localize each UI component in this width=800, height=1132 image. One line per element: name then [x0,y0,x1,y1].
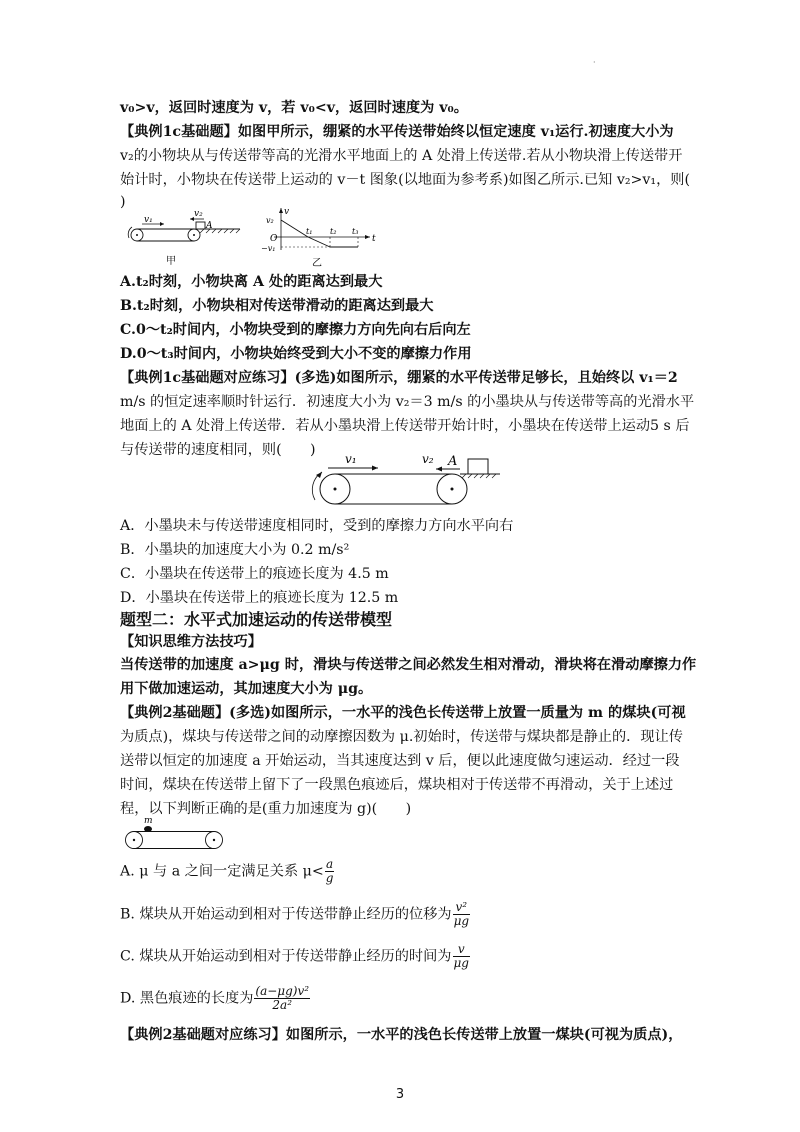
label-v1: v₁ [144,215,153,225]
tick-label-t2: t₂ [330,227,337,236]
fraction: $\frac{a}{g}$ [325,857,334,885]
ex1c-stem-line: 【典例1c基础题】如图甲所示，绷紧的水平传送带始终以恒定速度 v₁运行.初速度大小为 [120,124,674,140]
ex2-stem-line: 送带以恒定的加速度 a 开始运动，当其速度达到 v 后，便以此速度做匀速运动．经过一段 [120,753,680,769]
figure-label-jia: 甲 [166,256,176,267]
origin-label: O [270,234,278,244]
fraction: $\frac{v}{\mu g}$ [453,942,469,970]
figure-label-yi: 乙 [312,258,322,269]
ex1c-practice-option-c: C．小墨块在传送带上的痕迹长度为 4.5 m [120,566,389,582]
axis-label-v2: v₂ [266,216,274,225]
fraction: $\frac{\text{v²}}{\mu g}$ [453,900,470,928]
corner-mark: · [593,58,596,67]
ex2-option-d: D. 黑色痕迹的长度为 $\frac{\text{(a−μg)v²}}{\text{2a²}}$ [120,984,310,1012]
label-a: A [448,454,458,469]
intro-line: v₀>v，返回时速度为 v，若 v₀<v，返回时速度为 v₀。 [120,100,468,116]
tips-line: 用下做加速运动，其加速度大小为 μg。 [120,681,373,697]
axis-label-neg-v1: −v₁ [261,244,276,253]
figure-yi-vt-graph [260,204,380,270]
ex2-option-b: B. 煤块从开始运动到相对于传送带静止经历的位移为 $\frac{\text{v²}}{\mu g}$ [120,900,470,928]
ex2-stem-line: 时间，煤块在传送带上留下了一段黑色痕迹后，煤块相对于传送带不再滑动，关于上述过 [120,777,674,793]
ex1c-stem-line: ) [120,194,126,210]
ex1c-practice-option-d: D．小墨块在传送带上的痕迹长度为 12.5 m [120,590,399,606]
tips-title: 【知识思维方法技巧】 [120,634,262,650]
ex1c-practice-stem: 与传送带的速度相同，则( ) [120,442,316,458]
label-v2: v₂ [422,452,434,466]
figure-jia-conveyor [120,206,250,268]
ex1c-practice-stem: 【典例1c基础题对应练习】(多选)如图所示，绷紧的水平传送带足够长，且始终以 v₁＝2 [120,370,678,386]
ex1c-stem-line: v₂的小物块从与传送带等高的光滑水平地面上的 A 处滑上传送带.若从小物块滑上传送带开 [120,148,683,164]
tick-label-t3: t₃ [352,227,359,236]
label-v2: v₂ [194,209,203,219]
tick-label-t1: t₁ [306,227,313,236]
ex1c-stem-line: 始计时，小物块在传送带上运动的 v－t 图象(以地面为参考系)如图乙所示.已知 v₂>v₁，则( [120,172,691,188]
figure-practice-conveyor [300,448,500,512]
ex1c-practice-stem: 地面上的 A 处滑上传送带．若从小墨块滑上传送带开始计时，小墨块在传送带上运动5 s 后 [120,418,690,434]
ex1c-option-d: D.0～t₃时间内，小物块始终受到大小不变的摩擦力作用 [120,346,472,362]
label-m: m [144,816,153,826]
ex2-stem-line: 【典例2基础题】(多选)如图所示，一水平的浅色长传送带上放置一质量为 m 的煤块(可视 [120,705,686,721]
section-title: 题型二：水平式加速运动的传送带模型 [120,610,393,629]
page-number: 3 [395,1087,405,1102]
ex2-practice-stem: 【典例2基础题对应练习】如图所示，一水平的浅色长传送带上放置一煤块(可视为质点)， [120,1027,683,1043]
ex1c-option-c: C.0～t₂时间内，小物块受到的摩擦力方向先向右后向左 [120,322,471,338]
ex2-stem-line: 程，以下判断正确的是(重力加速度为 g)( ) [120,801,412,817]
ex1c-option-a: A.t₂时刻，小物块离 A 处的距离达到最大 [120,274,383,290]
ex1c-practice-option-b: B．小墨块的加速度大小为 0.2 m/s² [120,542,350,558]
ex1c-practice-stem: m/s 的恒定速率顺时针运行．初速度大小为 v₂＝3 m/s 的小墨块从与传送带等高的光滑水平 [120,394,695,410]
tips-line: 当传送带的加速度 a>μg 时，滑块与传送带之间必然发生相对滑动，滑块将在滑动摩擦力作 [120,657,697,673]
ex1c-practice-option-a: A．小墨块未与传送带速度相同时，受到的摩擦力方向水平向右 [120,518,514,534]
ex2-option-a: A. μ 与 a 之间一定满足关系 μ< $\frac{a}{g}$ [120,857,334,885]
axis-label-t: t [372,234,376,244]
fraction: $\frac{\text{(a−μg)v²}}{\text{2a²}}$ [255,984,310,1012]
label-a: A [206,221,213,231]
ex2-option-c: C. 煤块从开始运动到相对于传送带静止经历的时间为 $\frac{v}{\mu g}$ [120,942,469,970]
axis-label-v: v [284,207,290,217]
figure-ex2-conveyor [120,814,240,852]
label-v1: v₁ [345,452,357,466]
ex2-stem-line: 为质点)，煤块与传送带之间的动摩擦因数为 μ.初始时，传送带与煤块都是静止的．现让传 [120,729,683,745]
ex1c-option-b: B.t₂时刻，小物块相对传送带滑动的距离达到最大 [120,298,434,314]
